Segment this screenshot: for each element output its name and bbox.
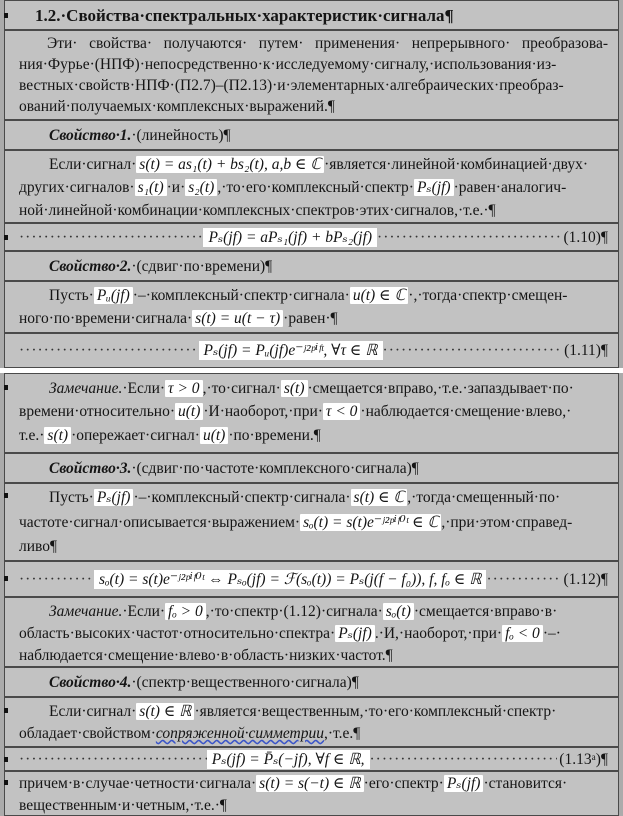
text-span: ,·то·его·комплексный·спектр· [217, 179, 414, 196]
note-1-title: Замечание. [49, 380, 123, 397]
text-span: .·И,·наоборот,·при· [374, 625, 503, 642]
formula-u: u(t) [200, 427, 228, 444]
intro-line-2: ния·Фурье·(НПФ)·непосредственно·к·исследуемому·сигналу,·использования·из- [19, 56, 557, 73]
property-2-line-1 [49, 286, 567, 305]
text-span: обладает·свойством· [19, 725, 156, 742]
formula-ps: Pₛ(jf) [335, 625, 375, 642]
formula-s1: s₁(t) [135, 179, 167, 196]
property-4-even-paragraph [4, 771, 619, 816]
property-4-heading [49, 673, 359, 692]
formula-s-even: s(t) = s(−t) ∈ ℝ [256, 775, 364, 792]
text-span: ·является·линейной·комбинацией·двух· [324, 156, 589, 173]
equation-1-12-number: (1.12)¶ [563, 571, 608, 588]
formula-tau-negative: τ < 0 [323, 403, 361, 420]
formula-frequency-shift: sₒ(t) = s(t)e⁻ʲ²ᵖⁱᶠ⁰ᵗ ∈ ℂ [300, 514, 441, 531]
section-heading: 1.2.·Свойства·спектральных·характеристик·сигнала¶ [35, 6, 454, 25]
property-1-heading-row [4, 120, 619, 150]
tab-leader [19, 570, 94, 589]
property-2-paragraph [4, 281, 619, 333]
formula-ps: Pₛ(jf) [414, 179, 454, 196]
equation-1-13a [19, 750, 608, 769]
formula-u: u(t) [175, 403, 203, 420]
text-span: ·смещается·вправо,·т.е.·запаздывает·по· [307, 380, 574, 397]
tab-leader [370, 750, 558, 769]
paragraph-mark [4, 493, 8, 498]
tab-leader [486, 570, 561, 589]
text-span: ·–·комплексный·спектр·сигнала· [133, 489, 351, 506]
paragraph-mark [4, 235, 8, 240]
equation-1-11 [19, 341, 608, 360]
property-1-paragraph [4, 150, 619, 223]
note-1-line-3 [19, 426, 321, 445]
text-span: ·–· [542, 625, 561, 642]
text-span: ·,·тогда·спектр·смещен- [408, 287, 568, 304]
formula-s2: s₂(t) [185, 179, 217, 196]
property-4-line-2 [19, 724, 360, 743]
text-span: ·по·времени.¶ [228, 427, 321, 444]
formula-s0: sₒ(t) [383, 603, 414, 620]
conjugate-symmetry-term: сопряженной·симметрии [155, 725, 324, 742]
text-span: ,·то·сигнал· [202, 380, 281, 397]
text-span: ·опережает·сигнал· [71, 427, 200, 444]
text-span: ·смещается·вправо·в· [413, 603, 558, 620]
formula-s-complex: s(t) ∈ ℂ [351, 489, 408, 506]
text-span: ·–·комплексный·спектр·сигнала· [132, 287, 350, 304]
note-1-line-2 [19, 402, 571, 421]
property-1-line-3: ной·линейной·комбинации·комплексных·спектров·этих·сигналов,·т.е.·¶ [19, 202, 496, 219]
text-span: ного·по·времени·сигнала· [19, 310, 193, 327]
tab-leader [19, 341, 199, 360]
property-3-line-2 [19, 513, 572, 532]
page-fragment-bottom [0, 373, 623, 816]
property-2-line-2 [19, 309, 338, 328]
text-span: ,·то·спектр·(1.12)·сигнала· [205, 603, 383, 620]
text-span: ·его·спектр· [363, 775, 444, 792]
text-span: ·становится· [483, 775, 568, 792]
property-1-heading [49, 126, 231, 145]
paragraph-mark [4, 780, 8, 785]
property-3-heading-row [4, 453, 619, 483]
equation-1-13a-number: (1.13ᵃ)¶ [559, 751, 608, 768]
property-1-line-2 [19, 178, 566, 197]
text-span: других·сигналов· [19, 179, 135, 196]
property-4-line-1 [49, 702, 556, 721]
equation-1-13a-row [4, 747, 619, 771]
formula-shifted-signal: s(t) = u(t − τ) [192, 310, 283, 327]
tab-leader [377, 228, 561, 247]
equation-1-10-number: (1.10)¶ [563, 229, 608, 246]
text-span: ·И·наоборот,·при· [203, 403, 323, 420]
formula-s-real: s(t) ∈ ℝ [136, 703, 194, 720]
formula-f0-positive: fₒ > 0 [165, 603, 206, 620]
paragraph-mark [4, 708, 8, 713]
property-3-heading [49, 459, 419, 478]
intro-line-3: вестных·свойств·НПФ·(П2.7)–(П2.13)·и·элементарных·алгебраических·преобраз- [19, 77, 564, 94]
paragraph-mark [4, 576, 8, 581]
equation-1-10 [19, 228, 608, 247]
property-2-heading [49, 257, 272, 276]
text-span: ·является·вещественным,·то·его·комплексный·спектр· [194, 703, 557, 720]
text-span: частоте·сигнал·описывается·выражением· [19, 514, 301, 531]
text-span: Если·сигнал· [49, 156, 137, 173]
property-4-line-4: вещественным·и·четным,·т.е.·¶ [19, 797, 227, 814]
property-1-subtitle: ·(линейность)¶ [131, 127, 231, 144]
property-2-subtitle: ·(сдвиг·по·времени)¶ [131, 258, 273, 275]
formula-ps: Pₛ(jf) [94, 489, 134, 506]
note-2-title: Замечание. [49, 603, 123, 620]
equation-1-11-row [4, 333, 619, 368]
formula-s: s(t) [281, 380, 308, 397]
note-1-paragraph [4, 373, 619, 453]
note-2-paragraph [4, 597, 619, 667]
property-3-title: Свойство·3. [49, 460, 132, 477]
text-span: ·наблюдается·смещение·влево,· [360, 403, 572, 420]
equation-1-12 [19, 570, 608, 589]
formula-f0-negative: fₒ < 0 [502, 625, 543, 642]
text-span: т.е.· [19, 427, 45, 444]
intro-paragraph [4, 30, 619, 120]
note-2-line-1 [49, 602, 557, 621]
text-span: Пусть· [49, 287, 94, 304]
paragraph-mark [4, 13, 8, 18]
formula-u-complex: u(t) ∈ ℂ [350, 287, 408, 304]
intro-line-4: ований·получаемых·комплексных·выражений.¶ [19, 98, 335, 115]
property-3-line-1 [49, 488, 560, 507]
note-2-line-3: наблюдается·смещение·влево·в·область·низких·частот.¶ [19, 647, 393, 664]
property-1-title: Свойство·1. [49, 127, 132, 144]
tab-leader [19, 228, 203, 247]
text-span: ,·т.е.¶ [324, 725, 361, 742]
text-span: ·и· [166, 179, 186, 196]
formula-ps: Pₛ(jf) [444, 775, 484, 792]
property-3-paragraph [4, 483, 619, 561]
equation-1-11-number: (1.11)¶ [564, 342, 608, 359]
intro-line-1: Эти· свойства· получаются· путем· применения· непрерывного· преобразова- [47, 35, 608, 52]
property-4-subtitle: ·(спектр·вещественного·сигнала)¶ [131, 674, 359, 691]
text-span: ,·тогда·смещенный·по· [407, 489, 561, 506]
text-span: ,·при·этом·справед- [441, 514, 573, 531]
text-span: ·Если· [122, 603, 166, 620]
note-2-line-2 [19, 624, 561, 643]
property-2-heading-row [4, 251, 619, 281]
equation-1-12-formula: sₒ(t) = s(t)e⁻ʲ²ᵖⁱᶠ⁰ᵗ ⇔ Pₛₒ(jf) = ℱ(sₒ(t)) = Pₛ(j(f − f₀)), f, fₒ ∈ ℝ [94, 570, 486, 589]
section-heading-row [4, 0, 619, 30]
formula-pu: Pᵤ(jf) [94, 287, 133, 304]
property-2-title: Свойство·2. [49, 258, 132, 275]
tab-leader [19, 750, 207, 769]
text-span: причем·в·случае·четности·сигнала· [19, 775, 257, 792]
text-span: ·Если· [122, 380, 166, 397]
formula-linear-combination: s(t) = as₁(t) + bs₂(t), a,b ∈ ℂ [136, 156, 324, 173]
text-span: Если·сигнал· [49, 703, 137, 720]
property-4-heading-row [4, 667, 619, 697]
property-3-subtitle: ·(сдвиг·по·частоте·комплексного·сигнала)¶ [131, 460, 419, 477]
property-1-line-1 [49, 155, 588, 174]
equation-1-13a-formula: Pₛ(jf) = P̄ₛ(−jf), ∀f ∈ ℝ, [207, 750, 370, 769]
equation-1-10-row [4, 223, 619, 251]
text-span: ·равен·аналогич- [453, 179, 567, 196]
equation-1-12-row [4, 561, 619, 597]
paragraph-mark [4, 757, 8, 762]
text-span: область·высоких·частот·относительно·спектра· [19, 625, 336, 642]
text-span: ·равен·¶ [283, 310, 338, 327]
formula-tau-positive: τ > 0 [165, 380, 203, 397]
property-4-line-3 [19, 774, 567, 793]
formula-s: s(t) [44, 427, 71, 444]
page-fragment-top [0, 0, 623, 368]
paragraph-mark [4, 385, 8, 390]
property-4-paragraph [4, 697, 619, 747]
text-span: Пусть· [49, 489, 94, 506]
equation-1-11-formula: Pₛ(jf) = Pᵤ(jf)e⁻ʲ²ᵖⁱᶠᵗ, ∀τ ∈ ℝ [199, 341, 383, 360]
equation-1-10-formula: Pₛ(jf) = aPₛ₁(jf) + bPₛ₂(jf) [203, 228, 377, 247]
tab-leader [383, 341, 563, 360]
note-1-line-1 [49, 379, 574, 398]
property-3-line-3: ливо¶ [19, 538, 58, 555]
property-4-title: Свойство·4. [49, 674, 132, 691]
text-span: времени·относительно· [19, 403, 175, 420]
